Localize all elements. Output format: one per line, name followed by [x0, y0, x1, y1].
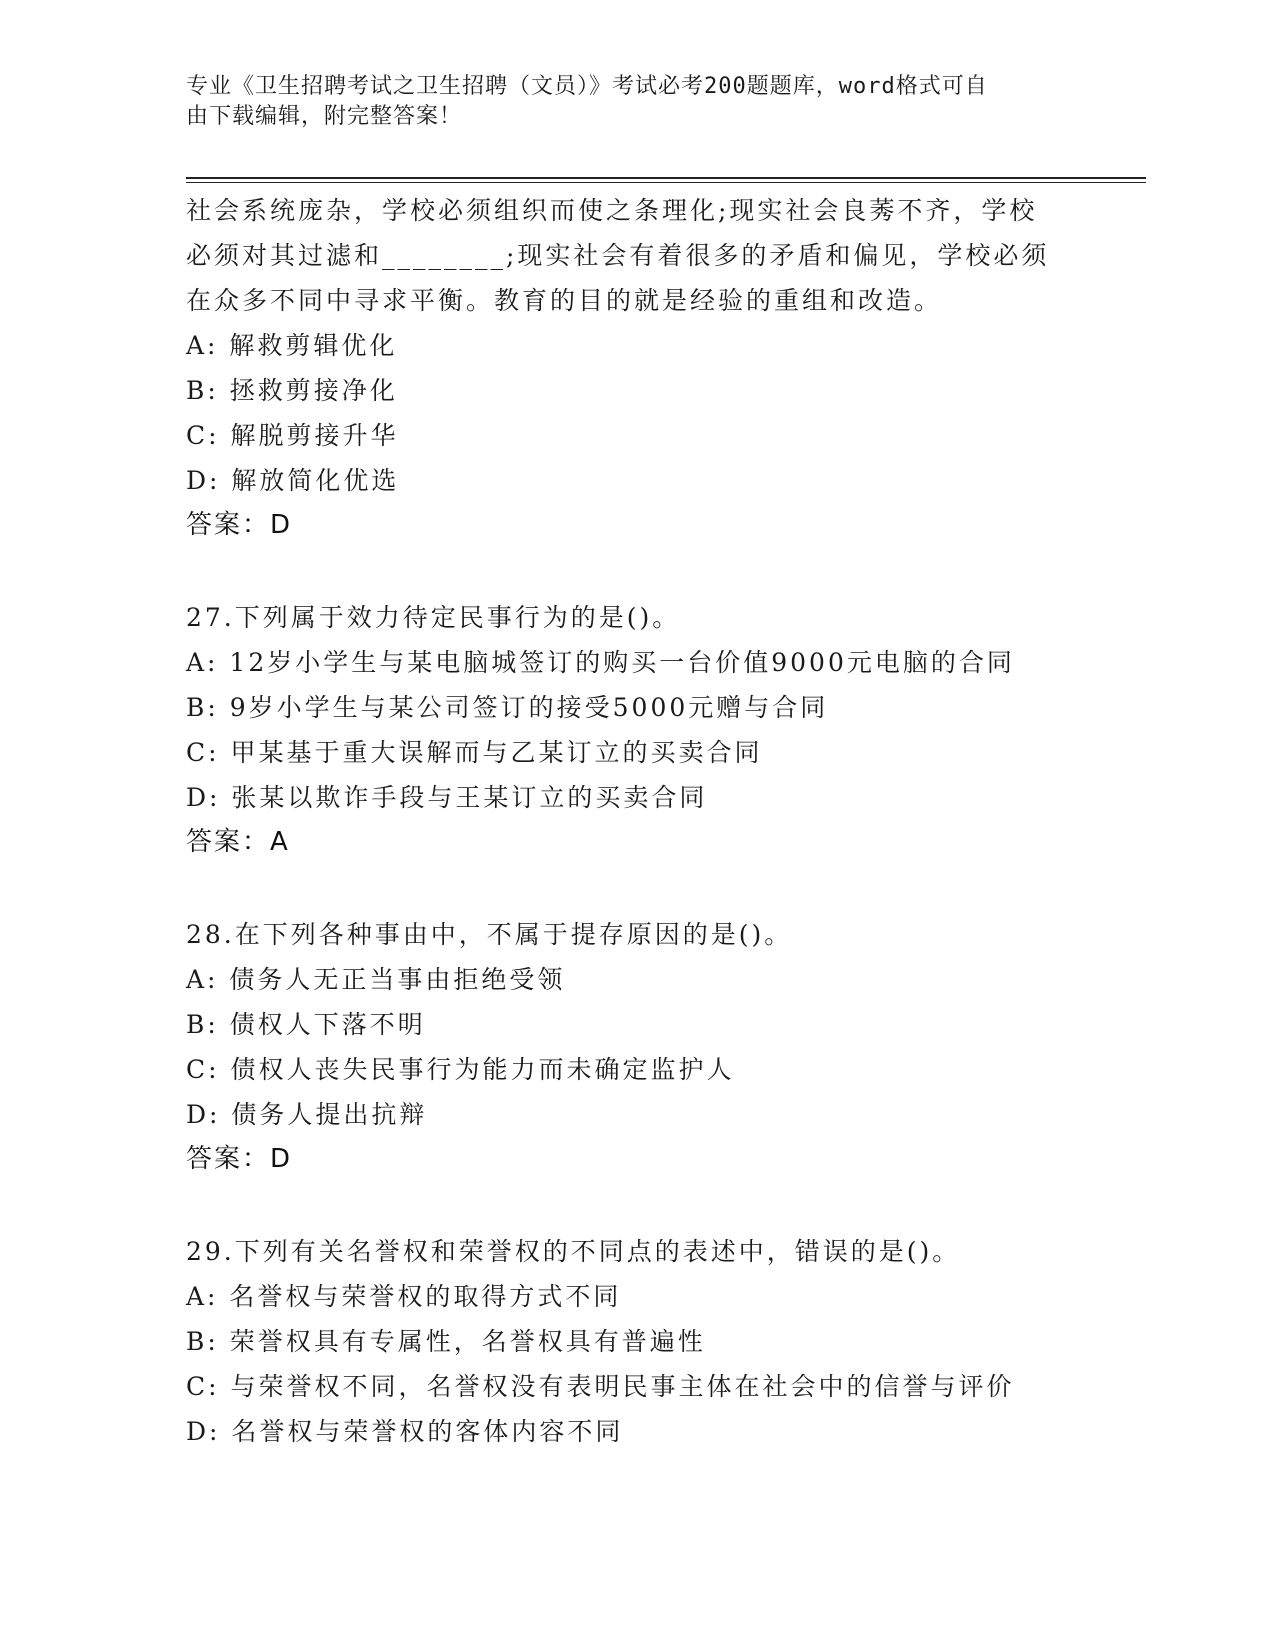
- option-c: C: 债权人丧失民事行为能力而未确定监护人: [186, 1055, 735, 1084]
- option-a: A: 12岁小学生与某电脑城签订的购买一台价值9000元电脑的合同: [186, 648, 1015, 677]
- answer-label: 答案：D: [186, 510, 293, 540]
- question-28: [186, 912, 1086, 1182]
- option-d: D: 债务人提出抗辩: [186, 1100, 428, 1129]
- question-text-line: 必须对其过滤和________;现实社会有着很多的矛盾和偏见，学校必须: [186, 241, 1050, 270]
- option-d: D: 解放简化优选: [186, 466, 400, 495]
- intro-question: [186, 188, 1086, 548]
- option-a: A: 名誉权与荣誉权的取得方式不同: [186, 1282, 622, 1311]
- question-text-line: 社会系统庞杂，学校必须组织而使之条理化;现实社会良莠不齐，学校: [186, 196, 1038, 225]
- option-b: B: 债权人下落不明: [186, 1010, 426, 1039]
- option-b: B: 9岁小学生与某公司签订的接受5000元赠与合同: [186, 693, 829, 722]
- document-header: [186, 72, 1066, 132]
- header-divider-thin: [186, 182, 1146, 183]
- option-c: C: 与荣誉权不同，名誉权没有表明民事主体在社会中的信誉与评价: [186, 1372, 1015, 1401]
- header-line-1: 专业《卫生招聘考试之卫生招聘（文员）》考试必考200题题库，word格式可自: [186, 74, 988, 99]
- option-c: C: 解脱剪接升华: [186, 421, 399, 450]
- option-c: C: 甲某基于重大误解而与乙某订立的买卖合同: [186, 738, 763, 767]
- option-d: D: 张某以欺诈手段与王某订立的买卖合同: [186, 783, 708, 812]
- question-stem: 28.在下列各种事由中，不属于提存原因的是()。: [186, 920, 793, 949]
- option-b: B: 拯救剪接净化: [186, 376, 398, 405]
- question-stem: 29.下列有关名誉权和荣誉权的不同点的表述中，错误的是()。: [186, 1237, 961, 1266]
- question-27: [186, 595, 1086, 865]
- option-d: D: 名誉权与荣誉权的客体内容不同: [186, 1417, 624, 1446]
- question-content: [186, 188, 1086, 1454]
- answer-label: 答案：D: [186, 1144, 293, 1174]
- question-stem: 27.下列属于效力待定民事行为的是()。: [186, 603, 681, 632]
- option-b: B: 荣誉权具有专属性，名誉权具有普遍性: [186, 1327, 706, 1356]
- answer-label: 答案：A: [186, 827, 290, 857]
- header-divider-thick: [186, 177, 1146, 179]
- option-a: A: 债务人无正当事由拒绝受领: [186, 965, 566, 994]
- option-a: A: 解救剪辑优化: [186, 331, 398, 360]
- header-line-2: 由下载编辑，附完整答案！: [186, 104, 463, 129]
- question-29: [186, 1229, 1086, 1454]
- question-text-line: 在众多不同中寻求平衡。教育的目的就是经验的重组和改造。: [186, 286, 943, 315]
